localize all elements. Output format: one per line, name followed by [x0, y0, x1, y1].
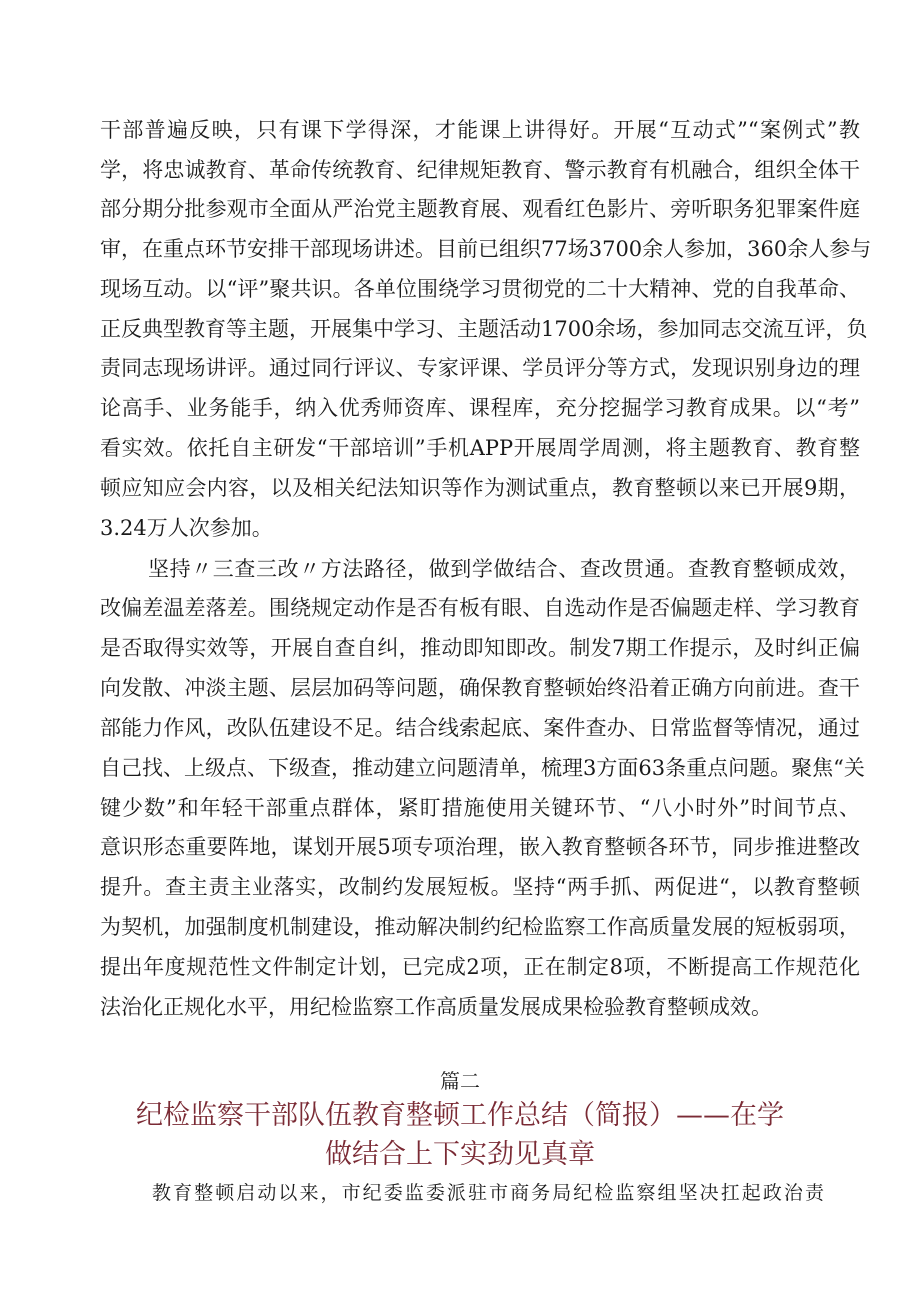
text-line: 顿应知应会内容，以及相关纪法知识等作为测试重点，教育整顿以来已开展9期，: [100, 476, 860, 500]
text-line: 键少数”和年轻干部重点群体，紧盯措施使用关键环节、“八小时外”时间节点、: [100, 796, 860, 820]
section-label: 篇二: [440, 1069, 480, 1093]
text-line: 提出年度规范性文件制定计划，已完成2项，正在制定8项，不断提高工作规范化: [100, 955, 860, 979]
title-line: 纪检监察干部队伍教育整顿工作总结（简报）——在学: [136, 1100, 784, 1131]
text-line: 是否取得实效等，开展自查自纠，推动即知即改。制发7期工作提示，及时纠正偏: [100, 636, 860, 660]
text-line: 坚持〃三查三改〃方法路径，做到学做结合、查改贯通。查教育整顿成效，: [148, 557, 860, 581]
text-line: 改偏差温差落差。围绕规定动作是否有板有眼、自选动作是否偏题走样、学习教育: [100, 596, 860, 620]
text-line: 为契机，加强制度机制建设，推动解决制约纪检监察工作高质量发展的短板弱项，: [100, 915, 860, 939]
text-line: 责同志现场讲评。通过同行评议、专家评课、学员评分等方式，发现识别身边的理: [100, 356, 860, 380]
text-line: 提升。查主责主业落实，改制约发展短板。坚持“两手抓、两促进“，以教育整顿: [100, 875, 860, 899]
text-line: 意识形态重要阵地，谋划开展5项专项治理，嵌入教育整顿各环节，同步推进整改: [100, 835, 860, 859]
text-line: 学，将忠诚教育、革命传统教育、纪律规矩教育、警示教育有机融合，组织全体干: [100, 158, 860, 182]
text-line: 法治化正规化水平，用纪检监察工作高质量发展成果检验教育整顿成效。: [100, 995, 772, 1019]
text-line: 看实效。依托自主研发“干部培训”手机APP开展周学周测，将主题教育、教育整: [100, 436, 860, 460]
text-line: 向发散、冲淡主题、层层加码等问题，确保教育整顿始终沿着正确方向前进。查干: [100, 676, 860, 700]
text-line: 现场互动。以“评”聚共识。各单位围绕学习贯彻党的二十大精神、党的自我革命、: [100, 277, 860, 301]
text-line: 正反典型教育等主题，开展集中学习、主题活动1700余场，参加同志交流互评，负: [100, 317, 868, 341]
text-line: 部分期分批参观市全面从严治党主题教育展、观看红色影片、旁听职务犯罪案件庭: [100, 197, 860, 221]
text-line: 审，在重点环节安排干部现场讲述。目前已组织77场3700余人参加，360余人参与: [100, 237, 872, 261]
text-line: 自己找、上级点、下级查，推动建立问题清单，梳理3方面63条重点问题。聚焦“关: [100, 756, 865, 780]
text-line: 干部普遍反映，只有课下学得深，才能课上讲得好。开展“互动式”“案例式”教: [100, 118, 860, 142]
text-line: 部能力作风，改队伍建设不足。结合线索起底、案件查办、日常监督等情况，通过: [100, 716, 860, 740]
intro-line: 教育整顿启动以来，市纪委监委派驻市商务局纪检监察组坚决扛起政治责: [152, 1182, 824, 1204]
text-line: 论高手、业务能手，纳入优秀师资库、课程库，充分挖掘学习教育成果。以“考”: [100, 396, 860, 420]
text-line: 3.24万人次参加。: [100, 516, 273, 540]
title-line: 做结合上下实劲见真章: [325, 1139, 595, 1170]
